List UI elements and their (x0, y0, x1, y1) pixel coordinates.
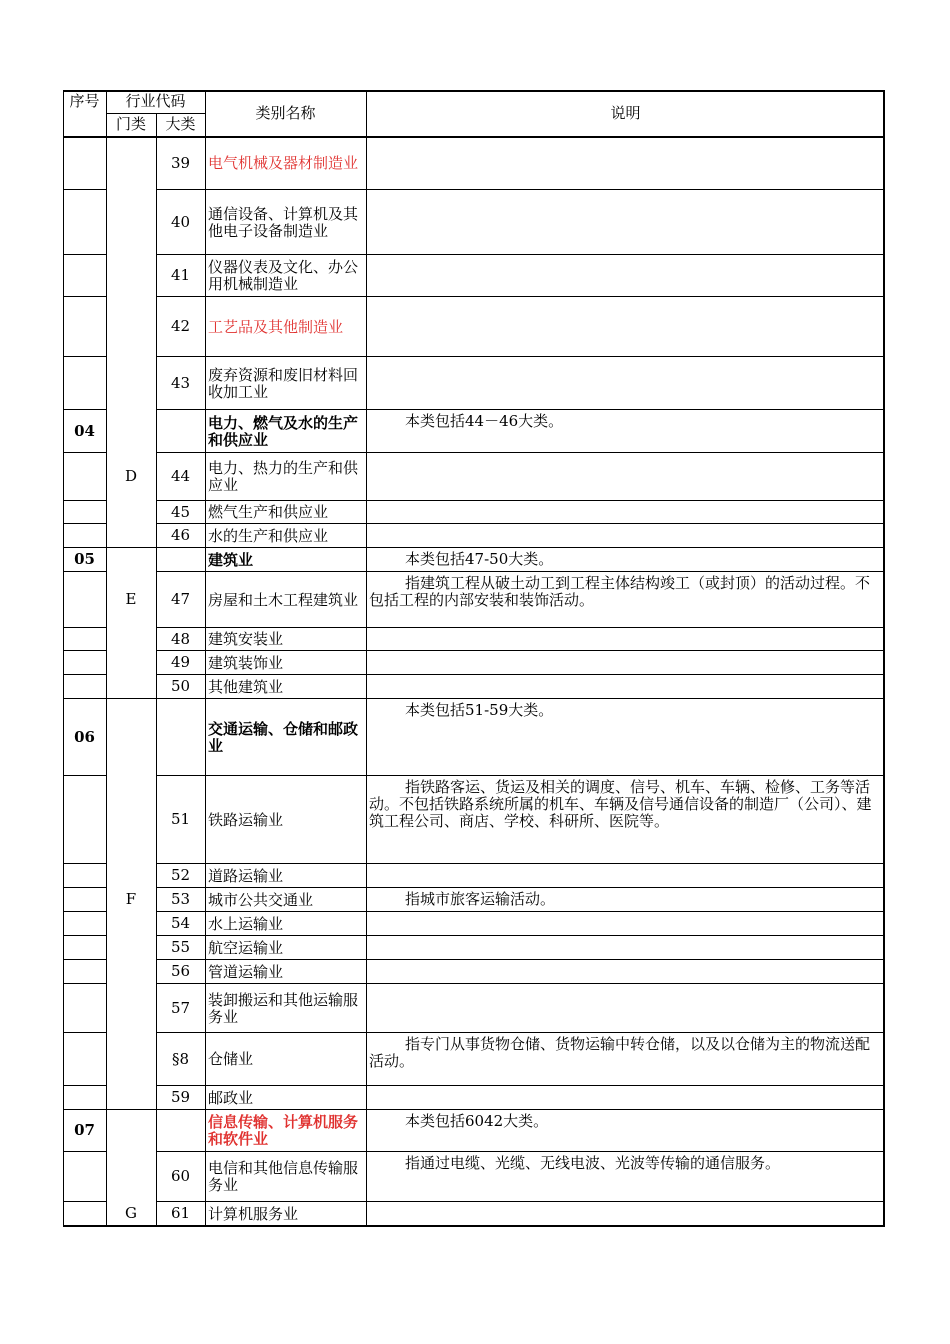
row-division-code: §8 (171, 1049, 190, 1068)
table-row (63, 1033, 885, 1086)
row-division-code: 53 (170, 890, 191, 908)
header-industry-code: 行业代码 (125, 92, 186, 110)
row-description-cell (366, 572, 883, 628)
row-line-sector (106, 698, 156, 699)
row-line-seq (63, 547, 106, 548)
row-line-seq (63, 887, 106, 888)
table-row (63, 453, 885, 501)
row-division-code: 59 (170, 1088, 191, 1106)
row-line (156, 500, 885, 501)
row-description-cell (366, 1033, 883, 1086)
row-line-seq (63, 500, 106, 501)
row-category-cell (205, 1086, 366, 1110)
table-row (63, 524, 885, 548)
row-category-cell (205, 453, 366, 501)
row-category-name: 水的生产和供应业 (208, 526, 329, 545)
row-line (156, 1225, 885, 1226)
row-division-code: 60 (170, 1167, 191, 1185)
row-division-code: 57 (170, 998, 191, 1017)
table-row (63, 190, 885, 255)
row-line (156, 1151, 885, 1152)
row-line (156, 356, 885, 357)
row-category-name: 房屋和土木工程建筑业 (208, 590, 359, 609)
row-description: 指通过电缆、光缆、无线电波、光波等传输的通信服务。 (405, 1154, 781, 1172)
row-line (156, 296, 885, 297)
row-line-seq (63, 1201, 106, 1202)
row-division-code: 48 (170, 629, 191, 648)
table-row (63, 255, 885, 297)
row-division-code: 39 (170, 153, 191, 172)
row-category-cell (205, 190, 366, 255)
row-category-name: 电信和其他信息传输服务业 (208, 1159, 359, 1194)
row-category-cell (205, 960, 366, 984)
row-line-seq (63, 959, 106, 960)
row-category-cell (205, 1152, 366, 1202)
row-category-name: 建筑装饰业 (208, 653, 284, 672)
row-division-code: 49 (170, 653, 191, 671)
grid-vline (366, 137, 367, 1226)
row-seq: 07 (74, 1121, 95, 1139)
table-top-border (63, 90, 885, 92)
row-category-cell (205, 864, 366, 888)
row-line-sector (106, 1109, 156, 1110)
row-category-cell (205, 572, 366, 628)
row-line (156, 571, 885, 572)
row-category-name: 建筑业 (208, 550, 254, 569)
grid-vline (205, 90, 206, 137)
row-category-cell (205, 548, 366, 572)
row-description-cell (366, 548, 883, 572)
row-category-cell (205, 137, 366, 190)
row-line (156, 674, 885, 675)
row-division-code: 54 (170, 914, 191, 932)
table-row (63, 572, 885, 628)
row-category-name: 建筑安装业 (208, 630, 284, 648)
row-category-cell (205, 1033, 366, 1086)
table-row (63, 936, 885, 960)
row-description-cell (366, 410, 883, 453)
row-line-seq (63, 698, 106, 699)
row-line (156, 650, 885, 651)
row-category-cell (205, 1202, 366, 1226)
row-category-cell (205, 984, 366, 1033)
table-row (63, 1152, 885, 1202)
sector-letter: F (125, 890, 137, 908)
row-line-seq (63, 1032, 106, 1033)
row-line-seq (63, 409, 106, 410)
grid-vline (106, 137, 107, 1226)
row-line (156, 523, 885, 524)
row-description: 指专门从事货物仓储、货物运输中转仓储，以及以仓储为主的物流送配活动。 (369, 1035, 871, 1070)
row-category-name: 航空运输业 (208, 938, 284, 957)
row-description-cell (366, 699, 883, 776)
row-category-name: 水上运输业 (208, 914, 284, 933)
row-line-seq (63, 627, 106, 628)
row-category-name: 废弃资源和废旧材料回收加工业 (208, 365, 359, 401)
row-category-name: 电力、燃气及水的生产和供应业 (208, 413, 359, 449)
row-line-seq (63, 911, 106, 912)
row-line (156, 409, 885, 410)
row-category-cell (205, 888, 366, 912)
row-category-cell (205, 1110, 366, 1152)
row-description: 指建筑工程从破土动工到工程主体结构竣工（或封顶）的活动过程。不包括工程的内部安装和装饰活动。 (369, 574, 871, 609)
grid-vline (366, 90, 367, 137)
row-line-seq (63, 571, 106, 572)
table-row (63, 699, 885, 776)
row-category-cell (205, 357, 366, 410)
row-division-code: 50 (170, 677, 191, 695)
table-row (63, 548, 885, 572)
row-category-name: 铁路运输业 (208, 810, 284, 829)
row-line-seq (63, 863, 106, 864)
row-line (156, 935, 885, 936)
table-row (63, 864, 885, 888)
grid-vline (106, 90, 107, 137)
row-division-code: 47 (170, 590, 191, 608)
sector-letter: G (125, 1204, 137, 1222)
row-line (156, 887, 885, 888)
row-category-name: 道路运输业 (208, 866, 284, 885)
header-division: 大类 (165, 115, 196, 133)
row-category-name: 装卸搬运和其他运输服务业 (208, 990, 359, 1026)
row-category-name: 城市公共交通业 (208, 890, 314, 909)
row-description: 本类包括6042大类。 (405, 1112, 549, 1130)
header-category-name: 类别名称 (255, 104, 316, 122)
row-category-name: 电气机械及器材制造业 (208, 154, 359, 172)
table-row (63, 137, 885, 190)
row-division-code: 61 (170, 1204, 191, 1222)
row-line (156, 911, 885, 912)
table-row (63, 984, 885, 1033)
row-line-seq (63, 189, 106, 190)
row-category-name: 仪器仪表及文化、办公用机械制造业 (208, 258, 359, 293)
row-category-name: 管道运输业 (208, 962, 284, 981)
row-category-name: 通信设备、计算机及其他电子设备制造业 (208, 204, 359, 240)
header-description: 说明 (610, 104, 641, 122)
table-row (63, 357, 885, 410)
industry-classification-table (63, 90, 885, 1226)
grid-vline (156, 113, 157, 137)
row-description: 指铁路客运、货运及相关的调度、信号、机车、车辆、检修、工务等活动。不包括铁路系统所属的机车、车辆及信号通信设备的制造厂（公司）、建筑工程公司、商店、学校、科研所、医院等。 (369, 778, 872, 830)
row-line (156, 775, 885, 776)
row-description: 本类包括44－46大类。 (405, 412, 564, 430)
row-category-name: 交通运输、仓储和邮政业 (208, 719, 359, 755)
row-line-seq (63, 1151, 106, 1152)
row-description: 指城市旅客运输活动。 (405, 890, 556, 908)
table-row (63, 1110, 885, 1152)
row-line (156, 547, 885, 548)
row-line-seq (63, 775, 106, 776)
row-line (156, 254, 885, 255)
table-row (63, 501, 885, 524)
table-row (63, 1202, 885, 1226)
table-row (63, 651, 885, 675)
row-category-cell (205, 628, 366, 651)
row-line (156, 1109, 885, 1110)
row-line-seq (63, 674, 106, 675)
row-division-code: 52 (170, 866, 191, 884)
table-row (63, 960, 885, 984)
sector-letter: E (125, 590, 137, 608)
row-category-cell (205, 410, 366, 453)
row-category-cell (205, 675, 366, 699)
row-division-code: 46 (170, 526, 191, 544)
header-seq: 序号 (69, 92, 100, 110)
row-division-code: 43 (170, 373, 191, 392)
row-division-code: 45 (170, 502, 191, 521)
table-row (63, 628, 885, 651)
row-description: 本类包括47-50大类。 (405, 550, 554, 568)
table-row (63, 297, 885, 357)
row-line (156, 983, 885, 984)
row-seq: 04 (74, 421, 95, 440)
table-row (63, 776, 885, 864)
table-row (63, 410, 885, 453)
row-line (156, 1201, 885, 1202)
table-row (63, 888, 885, 912)
row-category-name: 邮政业 (208, 1088, 254, 1107)
grid-vline (205, 137, 206, 1226)
row-category-name: 燃气生产和供应业 (208, 503, 329, 521)
header-sector: 门类 (115, 115, 146, 133)
row-line (156, 863, 885, 864)
row-division-code: 44 (170, 467, 191, 485)
row-description-cell (366, 776, 883, 864)
row-description-cell (366, 888, 883, 912)
row-category-name: 仓储业 (208, 1050, 254, 1068)
row-line (156, 1032, 885, 1033)
row-line-seq (63, 983, 106, 984)
grid-vline (156, 137, 157, 1226)
row-division-code: 51 (170, 810, 191, 828)
row-division-code: 55 (170, 938, 191, 956)
row-line (156, 1085, 885, 1086)
header-bottom-border (63, 136, 885, 138)
row-line-seq (63, 254, 106, 255)
row-category-cell (205, 936, 366, 960)
row-line (156, 189, 885, 190)
row-seq: 06 (74, 727, 95, 746)
row-line-sector (106, 1225, 156, 1226)
table-row (63, 675, 885, 699)
row-line-seq (63, 452, 106, 453)
row-line-sector (106, 547, 156, 548)
row-line-seq (63, 1109, 106, 1110)
row-line-seq (63, 1225, 106, 1226)
row-category-name: 工艺品及其他制造业 (208, 317, 344, 336)
row-line (156, 627, 885, 628)
row-division-code: 42 (170, 317, 191, 335)
row-category-cell (205, 524, 366, 548)
table-left-border (63, 90, 64, 1226)
sector-letter: D (124, 467, 138, 485)
row-description-cell (366, 1110, 883, 1152)
row-line-seq (63, 356, 106, 357)
row-line-seq (63, 523, 106, 524)
row-line-seq (63, 935, 106, 936)
row-line-seq (63, 650, 106, 651)
row-category-cell (205, 255, 366, 297)
row-category-cell (205, 297, 366, 357)
row-line (156, 959, 885, 960)
row-division-code: 41 (170, 266, 191, 284)
row-category-cell (205, 699, 366, 776)
row-category-cell (205, 501, 366, 524)
row-category-cell (205, 776, 366, 864)
row-category-name: 其他建筑业 (208, 677, 284, 696)
row-line (156, 698, 885, 699)
row-seq: 05 (74, 550, 95, 568)
row-description: 本类包括51-59大类。 (405, 701, 554, 719)
row-category-cell (205, 912, 366, 936)
row-division-code: 40 (170, 212, 191, 231)
row-division-code: 56 (170, 962, 191, 980)
row-line-seq (63, 296, 106, 297)
row-category-name: 计算机服务业 (208, 1204, 299, 1223)
row-category-name: 信息传输、计算机服务和软件业 (208, 1113, 359, 1148)
row-line (156, 452, 885, 453)
row-category-name: 电力、热力的生产和供应业 (208, 459, 359, 494)
row-category-cell (205, 651, 366, 675)
table-row (63, 1086, 885, 1110)
table-right-border (883, 90, 885, 1226)
table-row (63, 912, 885, 936)
row-description-cell (366, 1152, 883, 1202)
row-line-seq (63, 1085, 106, 1086)
